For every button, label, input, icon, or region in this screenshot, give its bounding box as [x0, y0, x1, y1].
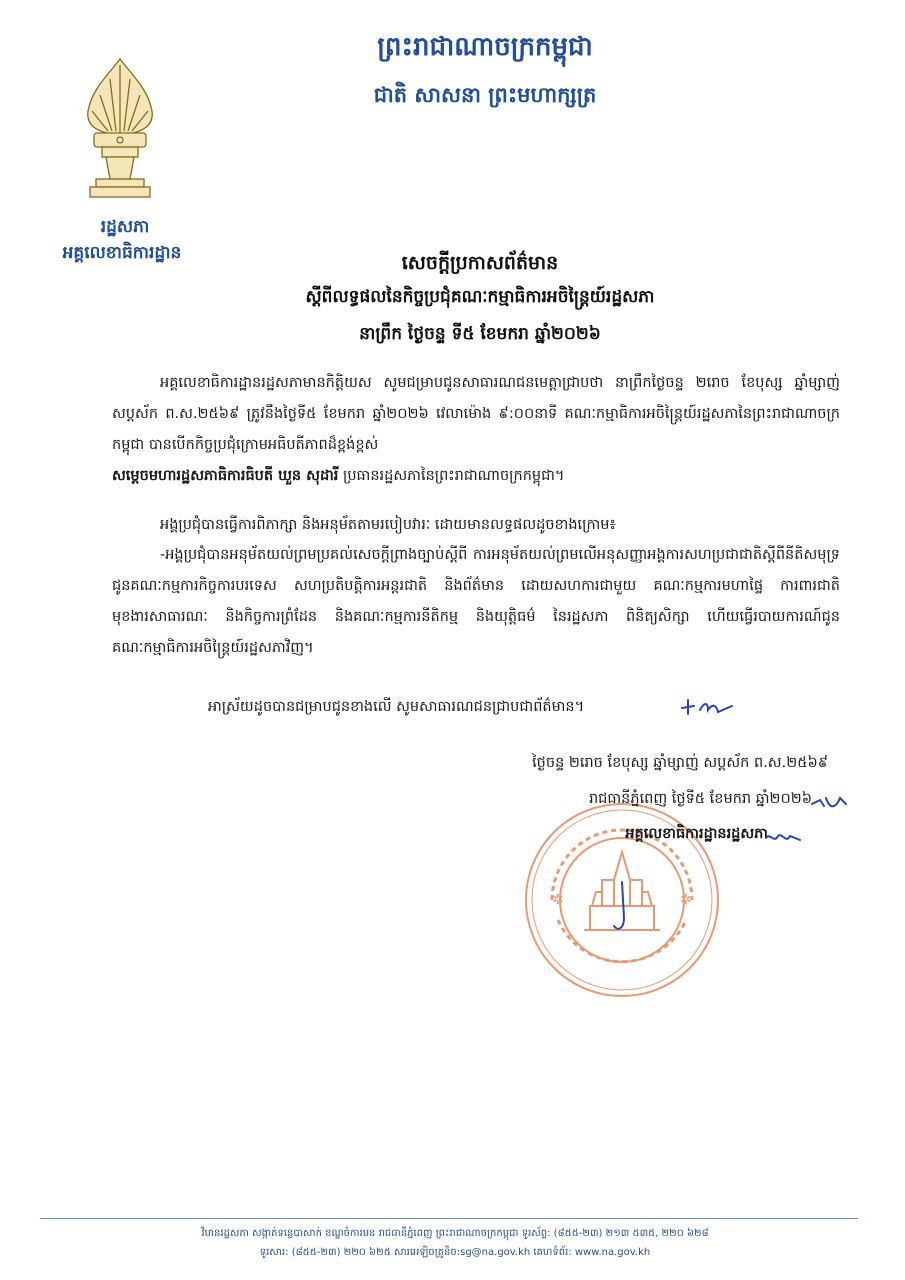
paragraph-resolution: -អង្គប្រជុំបានអនុម័តយល់ព្រមប្រគល់សេចក្តីព្រាងច្បាប់ស្តីពី ការអនុម័តយល់ព្រមលើអនុសញ្ញាអង្គការសហប្រជាជាតិស្តីពីនីតិសមុទ្រ ជូនគណៈកម្មការកិច្ចការបរទេស សហប្រតិបត្តិការអន្តរជាតិ និងព័ត៌មាន ដោយសហការជាមួយ គណៈកម្មការមហាផ្ទៃ ការពារជាតិ មុខងារសាធារណៈ និងកិច្ចការព្រំដែន និងគណៈកម្មការនីតិកម្ម និងយុត្តិធម៌ នៃរដ្ឋសភា ពិនិត្យសិក្សា ហើយធ្វើរបាយការណ៍ជូនគណៈកម្មាធិការអចិន្ត្រៃយ៍រដ្ឋសភាវិញ។: [112, 547, 840, 656]
paragraph-intro-end: ប្រធានរដ្ឋសភានៃព្រះរាជាណាចក្រកម្ពុជា។: [338, 468, 565, 484]
closing-line: អាស្រ័យដូចបានជម្រាបជូនខាងលើ សូមសាធារណជនជ្រាបជាព័ត៌មាន។: [208, 699, 585, 715]
president-name: សម្តេចមហារដ្ឋសភាធិការធិបតី ឃួន សុដារី: [112, 468, 339, 484]
document-title: សេចក្តីប្រកាសព័ត៌មាន: [401, 252, 559, 274]
kingdom-heading: ព្រះរាជាណាចក្រកម្ពុជា: [377, 32, 593, 62]
footer-address: វិមានរដ្ឋសភា សង្កាត់ទន្លេបាសាក់ ខណ្ឌចំការមន រាជធានីភ្នំពេញ ព្រះរាជាណាចក្រកម្ពុជា ទូរស័ព្ទ: (៨៥៥-២៣) ២១៣ ៥៣៥, ២២០ ៦២៨: [201, 1228, 709, 1239]
title-initial-icon: [764, 828, 804, 848]
signatory-title: អគ្គលេខាធិការដ្ឋានរដ្ឋសភា: [625, 826, 768, 842]
date-initial-icon: [810, 790, 850, 814]
royal-emblem-icon: [78, 55, 162, 205]
svg-text:✲: ✲: [552, 892, 564, 908]
motto-heading: ជាតិ សាសនា ព្រះមហាក្សត្រ: [373, 83, 597, 107]
issuer-department: អគ្គលេខាធិការដ្ឋាន: [62, 243, 182, 263]
signature-mark-icon: [604, 878, 640, 938]
initial-mark-icon: [678, 692, 738, 720]
document-date: នាព្រឹក ថ្ងៃចន្ទ ទី៥ ខែមករា ឆ្នាំ២០២៦: [359, 324, 601, 344]
paragraph-intro-text: អគ្គលេខាធិការដ្ឋានរដ្ឋសភាមានកិត្តិយស សូមជម្រាបជូនសាធារណជនមេត្តាជ្រាបថា នាព្រឹកថ្ងៃចន្ទ ២រោច ខែបុស្ស ឆ្នាំម្សាញ់ សប្តស័ក ព.ស.២៥៦៩ ត្រូវនឹងថ្ងៃទី៥ ខែមករា ឆ្នាំ២០២៦ វេលាម៉ោង ៩:០០នាទី គណៈកម្មាធិការអចិន្ត្រៃយ៍រដ្ឋសភានៃព្រះរាជាណាចក្រកម្ពុជា បានបើកកិច្ចប្រជុំក្រោមអធិបតីភាពដ៏ខ្ពង់ខ្ពស់: [112, 375, 840, 453]
issuer-name: រដ្ឋសភា: [100, 217, 150, 237]
place-date: រាជធានីភ្នំពេញ ថ្ងៃទី៥ ខែមករា ឆ្នាំ២០២៦: [588, 791, 812, 807]
paragraph-intro: [112, 368, 840, 492]
svg-text:✲: ✲: [680, 892, 692, 908]
footer-contact: ទូរសារ: (៨៥៥-២៣) ២២០ ៦២៥ សារអេឡិចត្រូនិច:sg@na.gov.kh គេហទំព័រ: www.na.gov.kh: [259, 1247, 651, 1258]
footer-divider: [40, 1218, 858, 1219]
lunar-date: ថ្ងៃចន្ទ ២រោច ខែបុស្ស ឆ្នាំម្សាញ់ សប្តស័ក ព.ស.២៥៦៩: [532, 755, 828, 771]
document-subject: ស្តីពីលទ្ធផលនៃកិច្ចប្រជុំគណៈកម្មាធិការអចិន្ត្រៃយ៍រដ្ឋសភា: [305, 287, 655, 307]
paragraph-agenda: អង្គប្រជុំបានធ្វើការពិភាក្សា និងអនុម័តតាមរបៀបវារៈ ដោយមានលទ្ធផលដូចខាងក្រោម៖: [160, 517, 616, 533]
